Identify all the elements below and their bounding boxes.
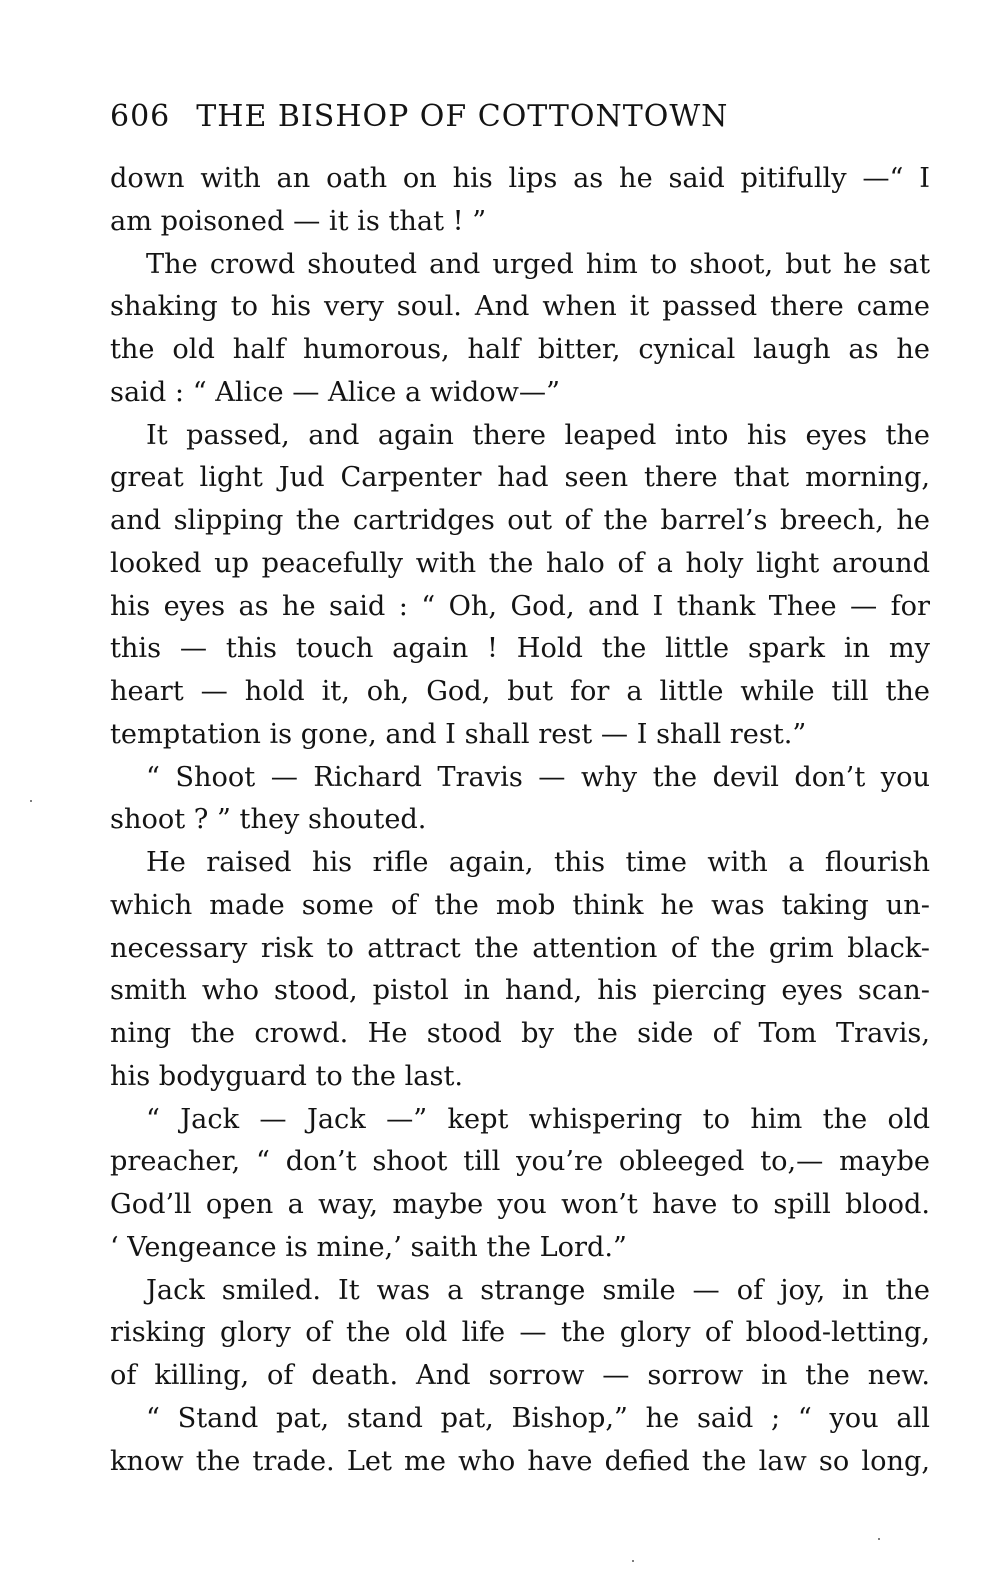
text-line: It passed, and again there leaped into his eyes the bbox=[146, 419, 930, 451]
text-line: said : “ Alice — Alice a widow—” bbox=[110, 376, 560, 408]
text-line: shoot ? ” they shouted. bbox=[110, 804, 427, 836]
text-line: “ Shoot — Richard Travis — why the devil don’t you bbox=[146, 761, 930, 793]
text-line: which made some of the mob think he was taking un- bbox=[110, 889, 930, 921]
text-line: am poisoned — it is that ! ” bbox=[110, 205, 487, 237]
text-line: necessary risk to attract the attention of the grim black- bbox=[110, 932, 930, 964]
text-line: “ Stand pat, stand pat, Bishop,” he said ; “ you all bbox=[146, 1402, 930, 1434]
text-line: the old half humorous, half bitter, cynical laugh as he bbox=[110, 334, 930, 365]
text-line: God’ll open a way, maybe you won’t have to spill blood. bbox=[110, 1189, 930, 1220]
text-line: Jack smiled. It was a strange smile — of joy, in the bbox=[146, 1274, 930, 1306]
text-line: He raised his rifle again, this time with a flourish bbox=[146, 847, 930, 878]
text-line: shaking to his very soul. And when it passed there came bbox=[110, 291, 930, 323]
text-line: preacher, “ don’t shoot till you’re obleeged to,— maybe bbox=[110, 1146, 930, 1178]
text-line: his bodyguard to the last. bbox=[110, 1060, 464, 1092]
text-line: smith who stood, pistol in hand, his piercing eyes scan- bbox=[110, 975, 930, 1007]
text-line: ‘ Vengeance is mine,’ saith the Lord.” bbox=[110, 1231, 627, 1263]
running-header bbox=[110, 92, 930, 142]
text-line: great light Jud Carpenter had seen there that morning, bbox=[110, 462, 930, 494]
text-line: down with an oath on his lips as he said pitifully —“ I bbox=[110, 163, 930, 194]
text-line: of killing, of death. And sorrow — sorrow in the new. bbox=[110, 1360, 930, 1391]
text-line: and slipping the cartridges out of the barrel’s breech, he bbox=[110, 505, 930, 536]
text-line: his eyes as he said : “ Oh, God, and I thank Thee — for bbox=[110, 590, 930, 622]
scan-speck bbox=[30, 800, 32, 802]
text-line: heart — hold it, oh, God, but for a little while till the bbox=[110, 676, 930, 707]
scan-speck bbox=[632, 1560, 634, 1562]
scan-speck bbox=[878, 1538, 880, 1540]
text-line: “ Jack — Jack —” kept whispering to him the old bbox=[146, 1103, 930, 1135]
body-text bbox=[110, 158, 930, 1483]
text-line: temptation is gone, and I shall rest — I shall rest.” bbox=[110, 718, 807, 750]
text-line: looked up peacefully with the halo of a holy light around bbox=[110, 547, 930, 579]
text-line: ning the crowd. He stood by the side of Tom Travis, bbox=[110, 1018, 930, 1049]
text-line: know the trade. Let me who have defied the law so long, bbox=[110, 1445, 930, 1477]
page-number: 606 bbox=[110, 99, 171, 134]
text-line: risking glory of the old life — the glory of blood-letting, bbox=[110, 1317, 930, 1349]
text-line: The crowd shouted and urged him to shoot, but he sat bbox=[146, 248, 930, 280]
running-title: THE BISHOP OF COTTONTOWN bbox=[196, 99, 729, 134]
text-line: this — this touch again ! Hold the little spark in my bbox=[110, 633, 930, 665]
